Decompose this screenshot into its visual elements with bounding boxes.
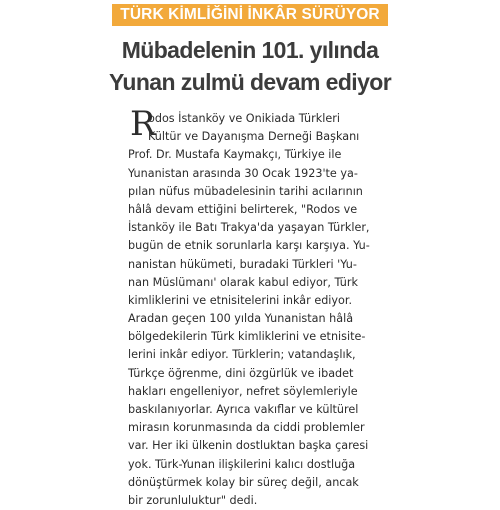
body-line: Türkçe öğrenme, dini özgürlük ve ibadet: [128, 366, 354, 380]
body-line: pılan nüfus mübadelesinin tarihi acılarının: [128, 184, 363, 198]
headline-line: Yunan zulmü devam ediyor: [108, 69, 392, 95]
body-line: baskılanıyorlar. Ayrıca vakıflar ve kültürel: [128, 403, 359, 416]
body-line: nanistan hükümeti, buradaki Türkleri 'Yu-: [128, 257, 357, 271]
body-line: yok. Türk-Yunan ilişkilerini kalıcı dostluğa: [128, 457, 356, 471]
body-line: dönüştürmek kolay bir süreç değil, ancak: [128, 475, 359, 489]
body-line: nan Müslümanı' olarak kabul ediyor, Türk: [128, 275, 358, 289]
body-line: lerini inkâr ediyor. Türklerin; vatandaşlık,: [128, 348, 356, 362]
body-line: Yunanistan arasında 30 Ocak 1923'te ya-: [128, 166, 358, 180]
body-line: hâlâ devam ettiğini belirterek, "Rodos ve: [128, 202, 358, 216]
body-line: Prof. Dr. Mustafa Kaymakçı, Türkiye ile: [128, 148, 342, 162]
body-line: Aradan geçen 100 yılda Yunanistan hâlâ: [128, 312, 354, 326]
body-line: bir zorunluluktur" dedi.: [128, 493, 258, 507]
kicker-text: TÜRK KİMLİĞİNİ İNKÂR SÜRÜYOR: [120, 6, 380, 23]
kicker-banner: [112, 4, 388, 26]
body-line: mirasın korunmasında da ciddi problemler: [128, 421, 365, 435]
drop-cap: R: [130, 104, 156, 144]
body-line: Kültür ve Dayanışma Derneği Başkanı: [148, 130, 360, 144]
body-line: odos İstanköy ve Onikiada Türkleri: [148, 112, 340, 125]
body-line: var. Her iki ülkenin dostluktan başka çaresi: [128, 439, 369, 453]
headline-line: Mübadelenin 101. yılında: [121, 37, 379, 63]
article-body: [128, 110, 400, 510]
body-line: bölgedekilerin Türk kimliklerini ve etnisite-: [128, 330, 366, 344]
body-line: kimliklerini ve etnisitelerini inkâr ediyor.: [128, 293, 352, 307]
body-line: hakları engelleniyor, nefret söylemleriyle: [128, 384, 358, 398]
body-line: İstanköy ile Batı Trakya'da yaşayan Türkler,: [128, 221, 370, 235]
headline: [100, 34, 400, 98]
body-line: bugün de etnik sorunlarla karşı karşıya. Yu-: [128, 239, 370, 253]
